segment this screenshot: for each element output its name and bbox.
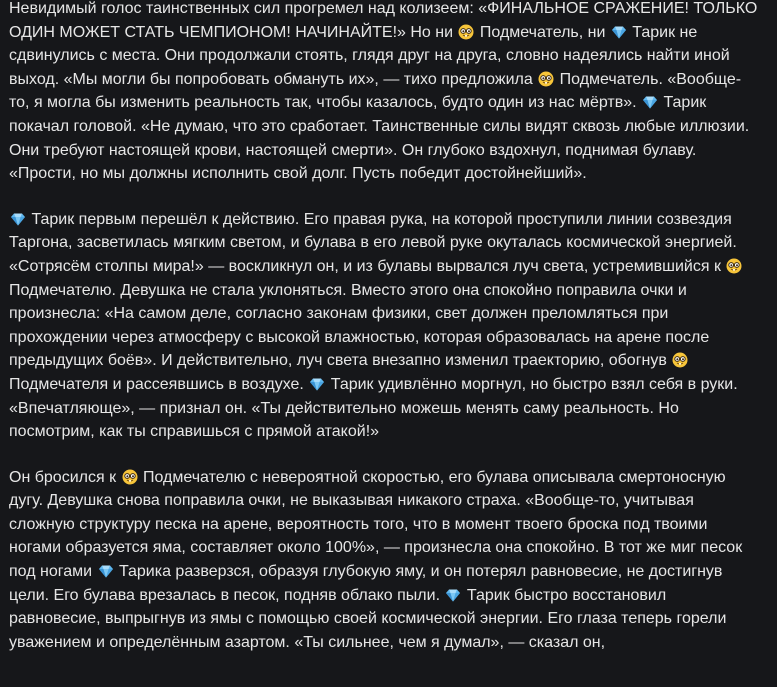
text-segment: Он бросился к	[9, 468, 121, 486]
story-paragraph	[9, 466, 759, 655]
gem-stone-icon	[642, 94, 658, 110]
text-segment: Подмечателю. Девушка не стала уклоняться. Вместо этого она спокойно поправила очки и произнесла: «На самом деле, согласно законам физики, свет должен преломляться при прохождении через атмосферу с высокой влажностью, которая образовалась на арене после предыдущих боёв». И действительно, луч света внезапно изменил траекторию, обогнув	[9, 281, 710, 370]
story-paragraph	[9, 208, 759, 444]
gem-stone-icon	[611, 24, 627, 40]
text-segment: Подмечателю с невероятной скоростью, его булава описывала смертоносную дугу. Девушка снова поправила очки, не выказывая никакого страха. «Вообще-то, учитывая сложную структуру песка на арене, вероятность того, что в момент твоего броска под твоими ногами образуется яма, составляет около 100%», — произнесла она спокойно. В тот же миг песок под ногами	[9, 468, 743, 581]
text-segment: Тарик не сдвинулись с места. Они продолжали стоять, глядя друг на друга, словно надеялись найти иной выход. «Мы могли бы попробовать обмануть их», — тихо предложила	[9, 23, 730, 88]
story-text	[9, 0, 759, 676]
nerd-face-icon	[726, 258, 742, 274]
gem-stone-icon	[309, 376, 325, 392]
gem-stone-icon	[445, 587, 461, 603]
text-segment: Тарик удивлённо моргнул, но быстро взял себя в руки. «Впечатляюще», — признал он. «Ты действительно можешь менять саму реальность. Но посмотрим, как ты справишься с прямой атакой!»	[9, 375, 738, 441]
nerd-face-icon	[458, 24, 474, 40]
gem-stone-icon	[10, 211, 26, 227]
nerd-face-icon	[672, 352, 688, 368]
text-segment: Тарика разверзся, образуя глубокую яму, и он потерял равновесие, не достигнув цели. Его булава врезалась в песок, подняв облако пыли.	[9, 563, 723, 604]
nerd-face-icon	[538, 71, 554, 87]
text-segment: Подмечатель, ни	[475, 23, 610, 41]
story-paragraph	[9, 0, 759, 186]
nerd-face-icon	[122, 469, 138, 485]
gem-stone-icon	[98, 563, 114, 579]
text-segment: Подмечателя и рассеявшись в воздухе.	[9, 375, 309, 393]
text-segment: Подмечатель. «Вообще-то, я могла бы изменить реальность так, чтобы казалось, будто один из нас мёртв».	[9, 70, 742, 112]
text-segment: Невидимый голос таинственных сил прогремел над колизеем: «ФИНАЛЬНОЕ СРАЖЕНИЕ! ТОЛЬКО ОДИН МОЖЕТ СТАТЬ ЧЕМПИОНОМ! НАЧИНАЙТЕ!» Но ни	[9, 0, 758, 41]
text-segment: Тарик быстро восстановил равновесие, выпрыгнув из ямы с помощью своей космической энергии. Его глаза теперь горели уважением и определённым азартом. «Ты сильнее, чем я думал», — сказал он,	[9, 586, 727, 651]
text-segment: Тарик первым перешёл к действию. Его правая рука, на которой проступили линии созвездия Таргона, засветилась мягким светом, и булава в его левой руке окуталась космической энергией. «Сотрясём столпы мира!» — воскликнул он, и из булавы вырвался луч света, устремившийся к	[9, 210, 737, 275]
text-segment: Тарик покачал головой. «Не думаю, что это сработает. Таинственные силы видят сквозь любые иллюзии. Они требуют настоящей крови, настоящей смерти». Он глубоко вздохнул, поднимая булаву. «Прости, но мы должны исполнить свой долг. Пусть победит достойнейший».	[9, 94, 750, 183]
